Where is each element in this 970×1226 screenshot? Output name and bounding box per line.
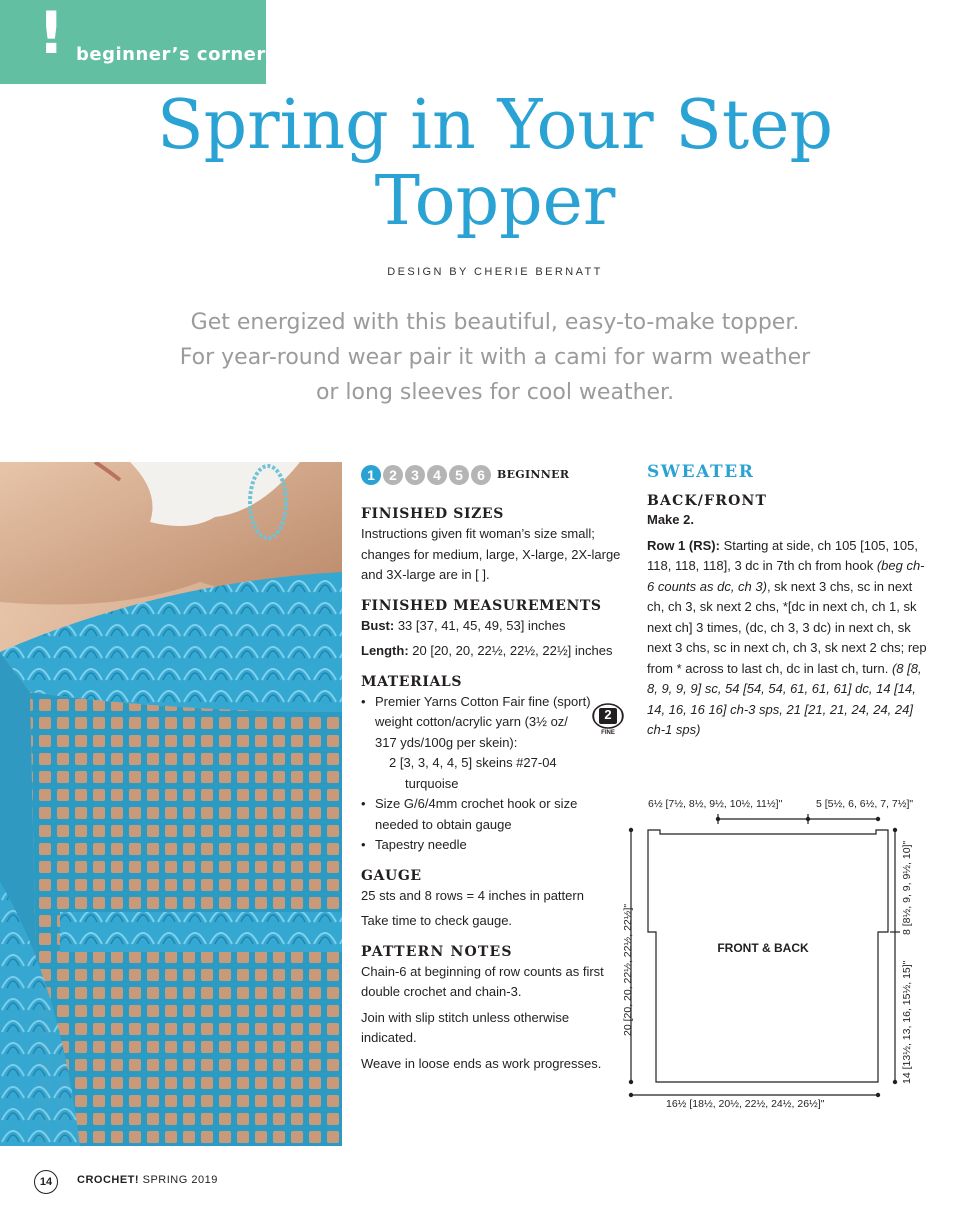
hook-line-1: Size G/6/4mm crochet hook or size [375,796,578,811]
yarn-line-1: Premier Yarns Cotton Fair fine (sport) [375,693,591,709]
intro-line-3: or long sleeves for cool weather. [315,380,675,405]
section-tag [0,0,266,84]
bust-value: 33 [37, 41, 45, 49, 53] inches [394,617,566,633]
schematic-top-left-label: 6½ [7½, 8½, 9½, 10½, 11½]" [648,798,783,810]
magazine-name: CROCHET! [77,1174,140,1186]
materials-list [361,692,623,856]
schematic-top-right-label: 5 [5½, 6, 6½, 7, 7½]" [816,798,914,810]
skill-level-4: 4 [427,465,447,485]
footer-issue [77,1174,218,1186]
skill-level-6: 6 [471,465,491,485]
schematic-diagram [598,790,938,1120]
title-line-1: Spring in Your Step [157,86,833,165]
page-title [60,88,930,240]
yarn-line-4: 2 [3, 3, 4, 4, 5] skeins #27-04 [389,755,557,770]
section-label: beginner’s corner [76,44,266,65]
row-1-instruction [647,536,927,741]
back-front-heading: BACK/FRONT [647,493,768,509]
row-1-italic-1: (beg ch-6 counts as dc, ch 3) [647,558,925,594]
schematic-left-label: 20 [20, 20, 22½, 22½, 22½]" [622,903,634,1036]
skill-level-3: 3 [405,465,425,485]
intro-line-1: Get energized with this beautiful, easy-to-make topper. [190,310,800,335]
materials-hook [361,794,623,835]
page-number: 14 [34,1170,58,1194]
yarn-weight-label: FINE [601,730,615,736]
pattern-notes-section [361,942,623,1075]
sweater-heading: SWEATER [647,462,755,482]
row-1-italic-2: (8 [8, 8, 9, 9, 9] sc, 54 [54, 54, 61, 61, 61] dc, 14 [14, 14, 16, 16 16] ch-3 sps, 21 [21, 21, 24, 24, 24] ch-1 sps) [647,660,922,737]
finished-sizes-section [361,504,623,586]
schematic-bottom-label: 16½ [18½, 20½, 22½, 24½, 26½]" [666,1098,825,1110]
skill-level-label: BEGINNER [497,467,570,481]
row-1-text-2: , sk next 3 chs, sc in next ch, ch 3, sk next 2 chs, *[dc in next ch, ch 1, sk next ch] 3 times, (dc, ch 3, 3 dc) in next ch, sk next 3 chs, sc in next ch, ch 3, sk next 2 chs; rep from * across to last ch, dc in last ch, turn. [647,578,927,676]
skill-level-5: 5 [449,465,469,485]
pattern-note-1: Chain-6 at beginning of row counts as first double crochet and chain-3. [361,963,604,999]
skill-level [361,464,623,486]
bust-label: Bust: [361,617,395,633]
schematic-right-upper-label: 8 [8½, 9, 9, 9½, 10]" [901,840,913,935]
gauge-heading: GAUGE [361,867,422,884]
intro-line-2: For year-round wear pair it with a cami for warm weather [179,345,811,370]
make-instruction: Make 2. [647,512,694,527]
title-line-2: Topper [374,162,616,241]
schematic-right-lower-label: 14 [13½, 13, 16, 15½, 15]" [901,960,913,1084]
yarn-line-5: turquoise [405,775,459,791]
length-value: 20 [20, 20, 22½, 22½, 22½] inches [408,643,613,658]
pattern-notes-heading: PATTERN NOTES [361,943,513,960]
issue-label: SPRING 2019 [139,1174,218,1186]
yarn-line-2: weight cotton/acrylic yarn (3½ oz/ [375,714,568,729]
skill-level-1: 1 [361,465,381,485]
materials-heading: MATERIALS [361,673,463,690]
gauge-text-2: Take time to check gauge. [361,913,513,928]
length-line [361,641,623,662]
bust-line [361,616,623,637]
intro-text [130,305,860,410]
row-1-label: Row 1 (RS): [647,537,720,553]
column-right [647,460,927,741]
length-label: Length: [361,643,409,658]
materials-section [361,672,623,856]
designer-credit: DESIGN BY CHERIE BERNATT [387,266,603,278]
materials-needle: • Tapestry needle [361,835,623,856]
schematic-panel-outline [648,830,888,1082]
column-left [361,464,623,1074]
exclamation-icon: ! [38,0,65,67]
materials-yarn [361,692,623,795]
finished-sizes-heading: FINISHED SIZES [361,506,504,522]
yarn-weight-number: 2 [604,707,612,722]
hook-line-2: needed to obtain gauge [375,816,512,832]
yarn-line-3: 317 yds/100g per skein): [375,734,518,750]
gauge-text-1: 25 sts and 8 rows = 4 inches in pattern [361,887,584,903]
pattern-note-3: Weave in loose ends as work progresses. [361,1055,602,1071]
finished-measurements-heading: FINISHED MEASUREMENTS [361,597,602,614]
pattern-note-2: Join with slip stitch unless otherwise indicated. [361,1009,570,1045]
finished-measurements-section [361,596,623,662]
schematic-panel-label: FRONT & BACK [717,941,809,955]
skill-level-2: 2 [383,465,403,485]
yarn-weight-icon [590,703,626,743]
gauge-section [361,866,623,932]
finished-sizes-text: Instructions given fit woman’s size small; changes for medium, large, X-large, 2X-large and 3X-large are in [ ]. [361,526,621,582]
row-1-text-1: Starting at side, ch 105 [105, 105, 118, 118, 118], 3 dc in 7th ch from hook [647,537,918,573]
model-photo [0,462,342,1146]
